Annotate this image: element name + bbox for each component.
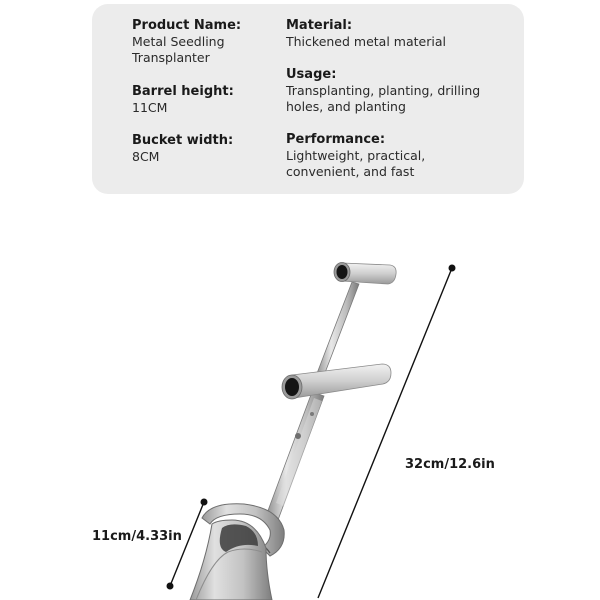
top-handle <box>334 263 396 285</box>
spec-barrel-height-value: 11CM <box>132 100 168 115</box>
length-dimension-endpoint <box>449 265 456 272</box>
spec-product-name-value: Metal Seedling Transplanter <box>132 34 225 65</box>
spec-usage-label: Usage: <box>286 67 337 82</box>
spec-bucket-width-value: 8CM <box>132 149 160 164</box>
spec-product-name-label: Product Name: <box>132 18 242 33</box>
spec-usage-value: Transplanting, planting, drilling holes, and planting <box>286 83 481 114</box>
spec-material-value: Thickened metal material <box>286 34 446 49</box>
main-shaft <box>266 392 324 520</box>
width-dimension-endpoint-top <box>201 499 208 506</box>
upper-rod <box>316 282 359 378</box>
spec-performance-value: Lightweight, practical, convenient, and fast <box>286 148 426 179</box>
spec-bucket-width-label: Bucket width: <box>132 133 234 148</box>
spec-barrel-height-label: Barrel height: <box>132 84 234 99</box>
spec-performance-label: Performance: <box>286 132 386 147</box>
width-dimension-endpoint-bottom <box>167 583 174 590</box>
width-dimension-line <box>170 502 204 586</box>
middle-handle <box>282 364 391 399</box>
spec-material-label: Material: <box>286 18 353 33</box>
bucket-barrel <box>190 520 272 600</box>
length-dimension-label: 32cm/12.6in <box>405 457 495 472</box>
width-dimension-label: 11cm/4.33in <box>92 529 182 544</box>
